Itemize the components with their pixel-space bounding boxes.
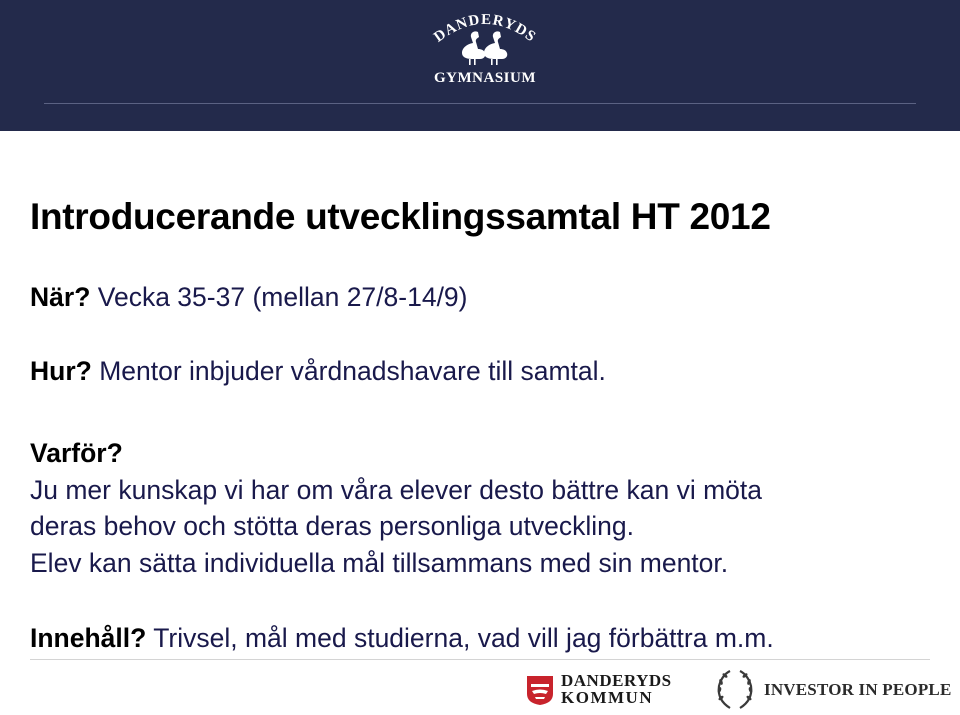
when-line xyxy=(30,284,468,311)
logo-subtitle: GYMNASIUM xyxy=(434,70,536,86)
danderyds-kommun-logo xyxy=(525,672,695,710)
why-line-3: Elev kan sätta individuella mål tillsammans med sin mentor. xyxy=(30,548,729,578)
kommun-crest-icon xyxy=(525,674,555,706)
content-text: Trivsel, mål med studierna, vad vill jag förbättra m.m. xyxy=(146,623,774,653)
how-line xyxy=(30,358,606,385)
kommun-text xyxy=(561,672,672,706)
when-label: När? xyxy=(30,282,91,312)
goose-icon xyxy=(462,31,485,65)
why-label: Varför? xyxy=(30,438,123,468)
footer-divider xyxy=(30,659,930,660)
kommun-line-2: KOMMUN xyxy=(561,688,654,707)
logo-arc-text xyxy=(431,12,539,46)
goose-icon xyxy=(484,31,507,65)
school-logo-emblem xyxy=(420,8,550,72)
why-heading xyxy=(30,440,123,467)
school-logo xyxy=(420,8,550,94)
when-text: Vecka 35-37 (mellan 27/8-14/9) xyxy=(90,282,468,312)
slide-title: Introducerande utvecklingssamtal HT 2012 xyxy=(30,196,771,237)
kommun-line-1: DANDERYDS xyxy=(561,671,672,690)
content-line xyxy=(30,625,774,652)
banner-divider xyxy=(44,103,916,104)
how-text: Mentor inbjuder vårdnadshavare till samtal. xyxy=(91,356,606,386)
why-line-2: deras behov och stötta deras personliga utveckling. xyxy=(30,511,634,541)
how-label: Hur? xyxy=(30,356,92,386)
header-banner xyxy=(0,0,960,131)
content-label: Innehåll? xyxy=(30,623,147,653)
investor-in-people-logo xyxy=(714,668,960,712)
logo-arc-textpath: DANDERYDS xyxy=(431,11,539,46)
iip-text: INVESTOR IN PEOPLE xyxy=(764,680,952,699)
why-line-1: Ju mer kunskap vi har om våra elever desto bättre kan vi möta xyxy=(30,475,763,505)
laurel-wreath-icon xyxy=(714,668,756,712)
